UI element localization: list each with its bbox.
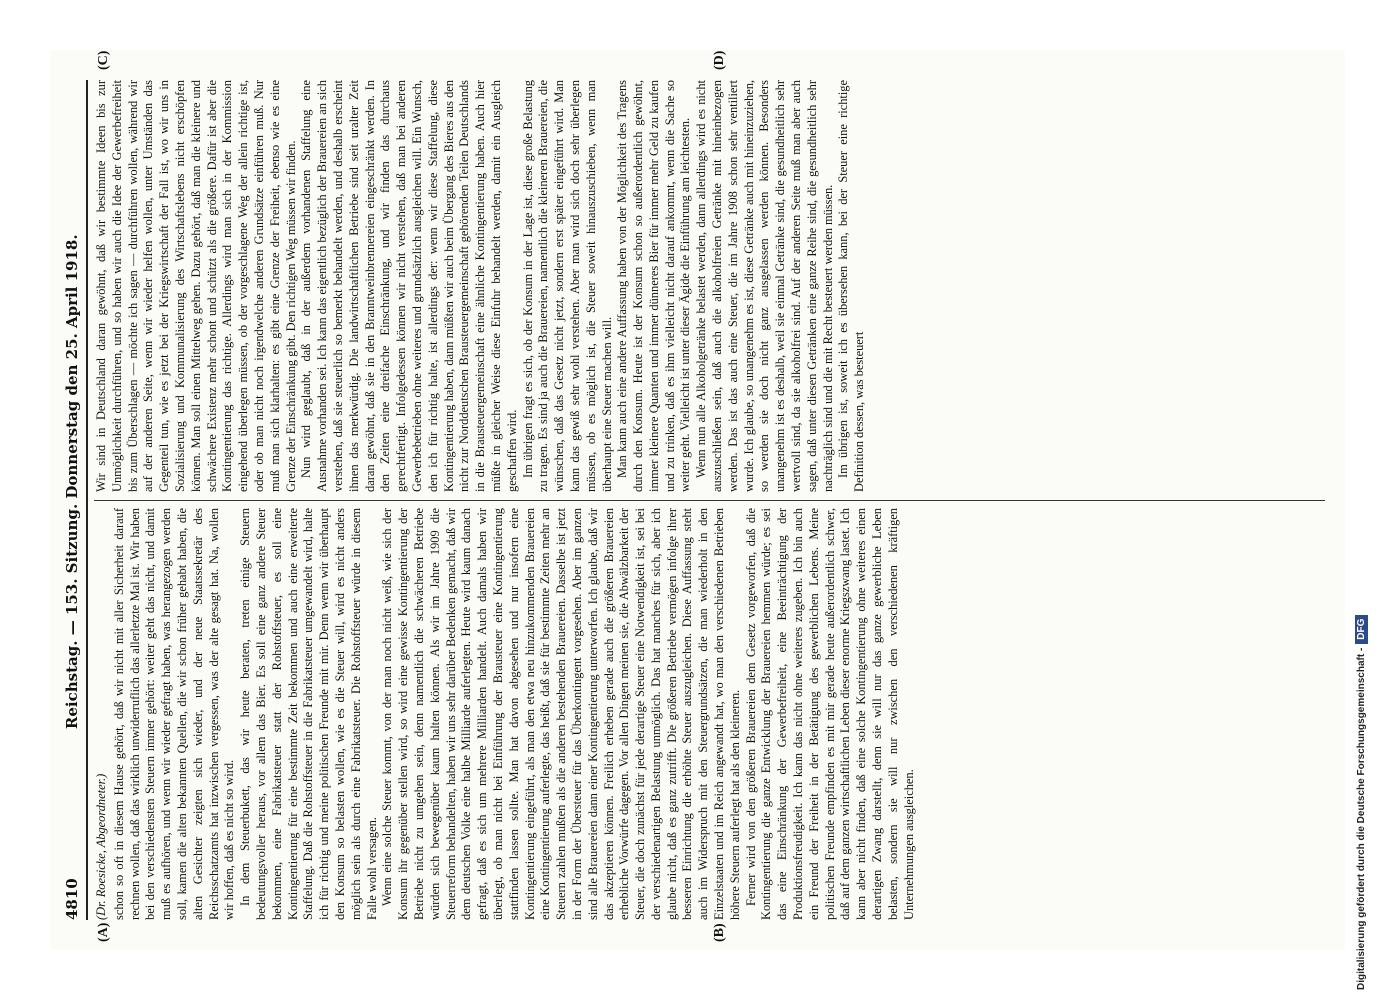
paragraph: Wir sind in Deutschland daran gewöhnt, daß wir bestimmte Ideen bis zur Unmöglichkeit durchführen, und so haben wir auch die Idee der Gewerbefreiheit bis zum Überschlagen — möchte ich sagen — durchführen wollen, während wir auf der anderen Seite, wenn wir wieder helfen wollen, unter Umständen das Gegenteil tun, wie es jetzt bei der Kriegswirtschaft der Fall ist, wo wir uns in Sozialisierung und Kommunalisierung des Wirtschaftslebens nicht erschöpfen können. Man soll einen Mittelweg gehen. Dazu gehört, daß man die kleinere und schwächere Existenz mehr schont und schützt als die größere. Dafür ist aber die Kontingentierung das richtige. Allerdings wird man sich in der Kommission eingehend überlegen müssen, ob der vorgeschlagene Weg der allein richtige ist, oder ob man nicht noch irgendwelche anderen Grundsätze einführen muß. Nur muß man sich klarhalten: es gibt eine Grenze der Freiheit, ebenso wie es eine Grenze der Einschränkung gibt. Den richtigen Weg müssen wir finden. xyxy=(94,80,298,492)
left-column xyxy=(94,508,1325,920)
paragraph: Im übrigen fragt es sich, ob der Konsum in der Lage ist, diese große Belastung zu tragen. Es sind ja auch die Brauereien, namentlich die kleineren Brauereien, die wünschen, daß das Gesetz nicht jetzt, sondern erst später eingeführt wird. Man kann das gewiß sehr wohl verstehen. Aber man wird sich doch sehr überlegen müssen, ob es möglich ist, die Steuer soweit hinauszuschieben, wenn man überhaupt eine Steuer machen will. xyxy=(520,80,614,492)
header-spacer xyxy=(63,80,81,85)
paragraph: Wenn nun alle Alkoholgetränke belastet werden, dann allerdings wird es nicht auszuschließen sein, daß auch die alkoholfreien Getränke mit hineinbezogen werden. Das ist das auch eine Steuer, die im Jahre 1908 schon sehr ventiliert wurde. Ich glaube, so unangenehm es ist, diese Getränke auch mit hineinzuziehen, so werden sie doch nicht ganz ausgelassen werden können. Besonders unangenehm ist es deshalb, weil sie einmal Getränke sind, die gesundheitlich sehr wertvoll sind, da sie alkoholfrei sind. Auf der anderen Seite muß man aber auch sagen, daß unter diesen Getränken eine ganze Reihe sind, die gesundheitlich sehr nachträglich sind und die mit Recht besteuert werden müssen. xyxy=(694,80,835,492)
digitization-note xyxy=(1345,10,1377,990)
page-number: 4810 xyxy=(63,878,81,920)
speaker-label: (Dr. Roesicke, Abgeordneter.) xyxy=(94,773,108,920)
column-divider xyxy=(94,500,1325,501)
digitization-text: Digitalisierung gefördert durch die Deutsche Forschungsgemeinschaft - xyxy=(1355,647,1367,990)
paragraph: Im übrigen ist, soweit ich es übersehen kann, bei der Steuer eine richtige Definition dessen, was besteuert xyxy=(836,80,867,492)
paragraph: In dem Steuerbukett, das wir heute beraten, treten einige Steuern bedeutungsvoller heraus, vor allem das Bier. Es soll eine ganz andere Steuer bekommen, eine Fabrikatsteuer statt der Rohstoffsteuer, es soll eine Kontingentierung für eine bestimmte Zeit bekommen und auch eine erweiterte Staffelung. Daß die Rohstoffsteuer in die Fabrikatsteuer umgewandelt wird, halte ich für richtig und meine politischen Freunde mit mir. Denn wenn wir überhaupt den Konsum so belasten wollen, wie es die Steuer will, wird es nicht anders möglich sein als durch eine Fabrikatsteuer. Die Rohstoffsteuer würde in diesem Falle wohl versagen. xyxy=(238,508,379,920)
margin-marker-b: (B) xyxy=(712,923,727,942)
margin-marker-a: (A) xyxy=(96,922,111,942)
margin-marker-c: (C) xyxy=(96,50,111,70)
paragraph: Nun wird geglaubt, daß in der außerdem vorhandenen Staffelung eine Ausnahme vorhanden sei. Ich kann das eigentlich bezüglich der Brauereien an sich verstehen, daß sie steuerlich so bemerkt behandelt werden, und deshalb erscheint ihnen das merkwürdig. Die landwirtschaftlichen Betriebe sind seit uralter Zeit daran gewöhnt, daß sie in den Branntweinbrennereien eingeschränkt werden. In den Zeiten eine dreifache Einschränkung, und wir finden das durchaus gerechtfertigt. Infolgedessen können wir nicht verstehen, daß man bei anderen Gewerbebetrieben ohne weiteres und grundsätzlich ausgleichen will. Ein Wunsch, den ich für richtig halte, ist allerdings der: wenn wir diese Staffelung, diese Kontingentierung haben, dann müßten wir auch beim Übergang des Bieres aus den nicht zur Norddeutschen Brausteuergemeinschaft gehörenden Teilen Deutschlands in die Brausteuergemeinschaft eine ähnliche Kontingentierung haben. Auch hier müßte in gleicher Weise diese Einfuhr behandelt werden, damit ein Ausgleich geschaffen wird. xyxy=(299,80,519,492)
page-header xyxy=(60,80,84,920)
scanned-page xyxy=(50,50,1345,950)
header-rule xyxy=(86,80,88,920)
dfg-logo: DFG xyxy=(1355,615,1368,644)
paragraph: schon so oft in diesem Hause gehört, daß wir nicht mit aller Sicherheit darauf rechnen wollen, daß das wirklich unwiderruflich das allerletzte Mal ist. Wir haben bei den verschiedensten Steuern immer gehört: weiter geht das nicht, und damit muß es aufhören, und wenn wir wieder gefragt haben, was herangezogen werden soll, kamen die alten bekannten Quellen, die wir schon früher gehabt haben, die alten Gesichter zeigten sich wieder, und der neue Staatssekretär des Reichsschatzamts hat inzwischen vergessen, was der alte gesagt hat. Na, wollen wir hoffen, daß es nicht so wird. xyxy=(111,508,237,920)
paragraph: Man kann auch eine andere Auffassung haben von der Möglichkeit des Tragens durch den Konsum. Heute ist der Konsum schon so außerordentlich gewöhnt, immer kleinere Quanten und immer dünneres Bier für immer mehr Geld zu kaufen und zu trinken, daß es ihm vielleicht nicht darauf ankommt, wenn die Sache so weiter geht. Vielleicht ist unter dieser Ägide die Einführung am leichtesten. xyxy=(615,80,693,492)
margin-marker-d: (D) xyxy=(712,50,727,70)
session-title: Reichstag. — 153. Sitzung. Donnerstag den 25. April 1918. xyxy=(63,234,81,730)
paragraph: Wenn eine solche Steuer kommt, von der man noch nicht weiß, wie sich der Konsum ihr gegenüber stellen wird, so wird eine gewisse Kontingentierung der Betriebe nicht zu umgehen sein, denn namentlich die schwächeren Betriebe würden sich bewegenüber kaum halten können. Als wir im Jahre 1909 die Steuerreform behandelten, haben wir uns sehr darüber Bedenken gemacht, daß wir dem deutschen Volke eine halbe Milliarde auferlegten. Heute wird kaum danach gefragt, daß es sich um mehrere Milliarden handelt. Auch damals haben wir überlegt, ob man nicht bei Einführung der Brausteuer eine Kontingentierung stattfinden lassen sollte. Man hat davon abgesehen und nur insofern eine Kontingentierung eingeführt, als man den etwa neu hinzukommenden Brauereien eine Kontingentierung auferlegte, das heißt, daß sie für bestimmte Zeiten mehr an Steuern zahlen mußten als die anderen bestehenden Brauereien. Dasselbe ist jetzt in der Form der Übersteuer für das Überkontingent vorgesehen. Aber im ganzen sind alle Brauereien dann einer Kontingentierung unterworfen. Ich glaube, daß wir das akzeptieren können. Freilich erheben gerade auch die größeren Brauereien erhebliche Vorwürfe dagegen. Vor allen Dingen meinen sie, die Abwälzbarkeit der Steuer, die doch zunächst für jede derartige Steuer eine Notwendigkeit ist, sei bei der verschiedenartigen Belastung unmöglich. Das hat manches für sich, aber ich glaube nicht, daß es ganz zutrifft. Die größeren Betriebe vermögen infolge ihrer besseren Einrichtung die erhöhte Steuer auszugleichen. Diese Auffassung steht auch im Widerspruch mit den Steuergrundsätzen, die man wiederholt in den Einzelstaaten und im Reich angewandt hat, wo man den verschiedenen Betrieben höhere Steuern auferlegt hat als den kleineren. xyxy=(380,508,742,920)
right-column xyxy=(94,80,1325,492)
paragraph: Ferner wird von den größeren Brauereien dem Gesetz vorgeworfen, daß die Kontingentierung die ganze Entwicklung der Brauereien hemmen würde; es sei das eine Einschränkung der Gewerbefreiheit, eine Beeinträchtigung der Produktionsfreudigkeit. Ich kann das nicht ohne weiteres zugeben. Ich bin auch ein Freund der Freiheit in der Betätigung des gewerblichen Lebens. Meine politischen Freunde empfinden es mit mir gerade heute außerordentlich schwer, daß auf dem ganzen wirtschaftlichen Leben dieser enorme Kriegszwang lastet. Ich kann aber nicht finden, daß eine solche Kontingentierung ohne weiteres einen derartigen Zwang darstellt, denn sie will nur das ganze gewerbliche Leben belasten, sondern sie will nur zwischen den verschiedenen kräftigen Unternehmungen ausgleichen. xyxy=(743,508,916,920)
page-content xyxy=(50,50,1345,950)
